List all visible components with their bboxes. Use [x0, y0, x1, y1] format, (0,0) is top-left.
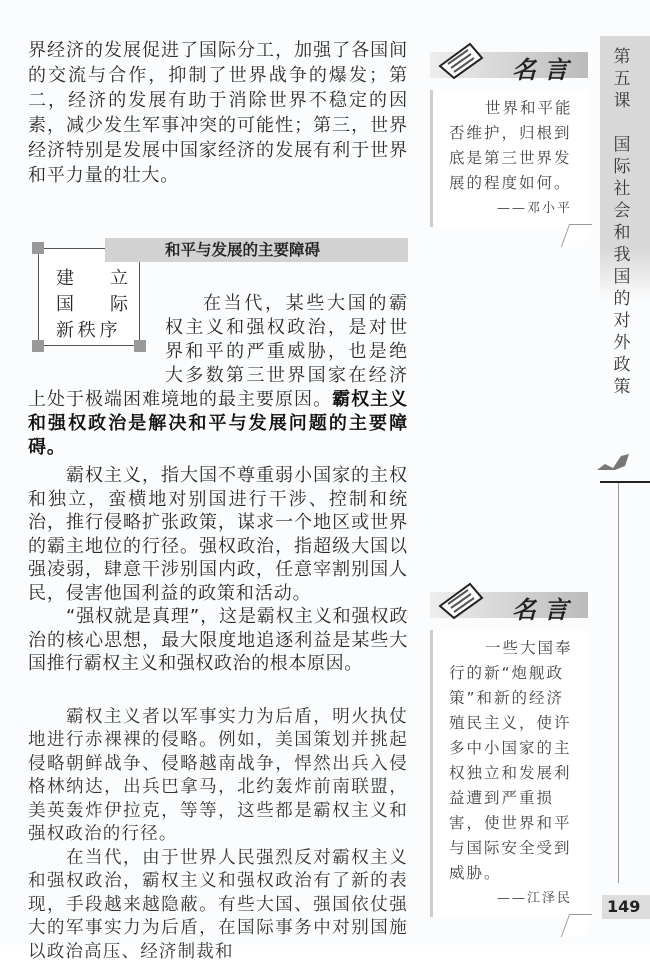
- tab-char: 社: [612, 178, 632, 200]
- paragraph-3: 霸权主义，指大国不尊重弱小国家的主权和独立，蛮横地对别国进行干涉、控制和统治，推行侵略扩张政策，谋求一个地区或世界的霸主地位的行径。强权政治，指超级大国以强凌弱，肆意干涉别国内政，任意宰割别国人民，侵害他国利益的政策和活动。: [28, 464, 408, 605]
- newspaper-icon: [436, 40, 488, 80]
- quote-box-2: [430, 580, 588, 917]
- quote-author: ——邓小平: [449, 196, 576, 221]
- theme-text: 国: [56, 290, 74, 316]
- theme-text: 际: [110, 290, 128, 316]
- section-heading: [61, 238, 408, 262]
- tab-char: 对: [612, 310, 632, 332]
- tab-char: 五: [612, 68, 632, 90]
- tab-char: 和: [612, 222, 632, 244]
- paragraph-2-text: 在当代，某些大国的霸权主义和强权政治，是对世界和平的严重威胁，也是绝大多数第三世界国家在经济上处于极端困难境地的最主要原因。: [28, 293, 408, 410]
- newspaper-icon: [436, 580, 488, 620]
- quote-title: 名言: [512, 50, 576, 85]
- theme-text: 建: [56, 264, 74, 290]
- section-heading-text: 和平与发展的主要障碍: [165, 240, 320, 259]
- page-curl-icon: [561, 914, 592, 937]
- quote-box-1: [430, 40, 588, 227]
- tab-char: 国: [612, 266, 632, 288]
- divider-line-vertical: [618, 483, 619, 883]
- tab-char: 课: [612, 90, 632, 112]
- tab-char: 第: [612, 46, 632, 68]
- theme-text: 新 秩 序: [56, 316, 116, 342]
- quote-text: 世界和平能否维护，归根到底是第三世界发展的程度如何。: [449, 96, 576, 196]
- tab-char: 会: [612, 200, 632, 222]
- theme-text: 立: [110, 264, 128, 290]
- paragraph-5: 霸权主义者以军事实力为后盾，明火执仗地进行赤裸裸的侵略。例如，美国策划并挑起侵略朝鲜战争、侵略越南战争，悍然出兵入侵格林纳达，出兵巴拿马，北约轰炸前南联盟，美英轰炸伊拉克，等等，这些都是霸权主义和强权政治的行径。: [28, 706, 408, 847]
- paragraph-2-emphasis: 霸权主义和强权政治是解决和平与发展问题的主要障碍。: [28, 389, 408, 458]
- paragraph-4: “强权就是真理”，这是霸权主义和强权政治的核心思想，最大限度地追逐利益是某些大国推行霸权主义和强权政治的根本原因。: [28, 605, 408, 676]
- section: [28, 238, 408, 460]
- tab-char: 策: [612, 376, 632, 398]
- page-number: 149: [602, 895, 650, 919]
- tab-char: 我: [612, 244, 632, 266]
- paragraph-1: 界经济的发展促进了国际分工，加强了各国间的交流与合作，抑制了世界战争的爆发；第二，经济的发展有助于消除世界不稳定的因素，减少发生军事冲突的可能性；第三，世界经济特别是发展中国家经济的发展有利于世界和平力量的壮大。: [28, 38, 408, 188]
- tab-char: 的: [612, 288, 632, 310]
- quote-title: 名言: [512, 590, 576, 625]
- tab-char: 外: [612, 332, 632, 354]
- tab-char: 际: [612, 156, 632, 178]
- chapter-tab-text: [612, 46, 632, 398]
- quote-author: ——江泽民: [449, 886, 576, 911]
- divider-line: [600, 481, 650, 483]
- flag-icon: [595, 446, 635, 476]
- quote-text: 一些大国奉行的新“炮舰政策”和新的经济殖民主义，使许多中小国家的主权独立和发展利益遭到严重损害，使世界和平与国际安全受到威胁。: [449, 636, 576, 886]
- page-curl-icon: [561, 224, 592, 247]
- tab-char: 政: [612, 354, 632, 376]
- paragraph-6: 在当代，由于世界人民强烈反对霸权主义和强权政治，霸权主义和强权政治有了新的表现，手段越来越隐蔽。有些大国、强国依仗强大的军事实力为后盾，在国际事务中对别国施以政治高压、经济制裁和: [28, 847, 408, 964]
- main-column: [28, 38, 408, 964]
- tab-char: 国: [612, 134, 632, 156]
